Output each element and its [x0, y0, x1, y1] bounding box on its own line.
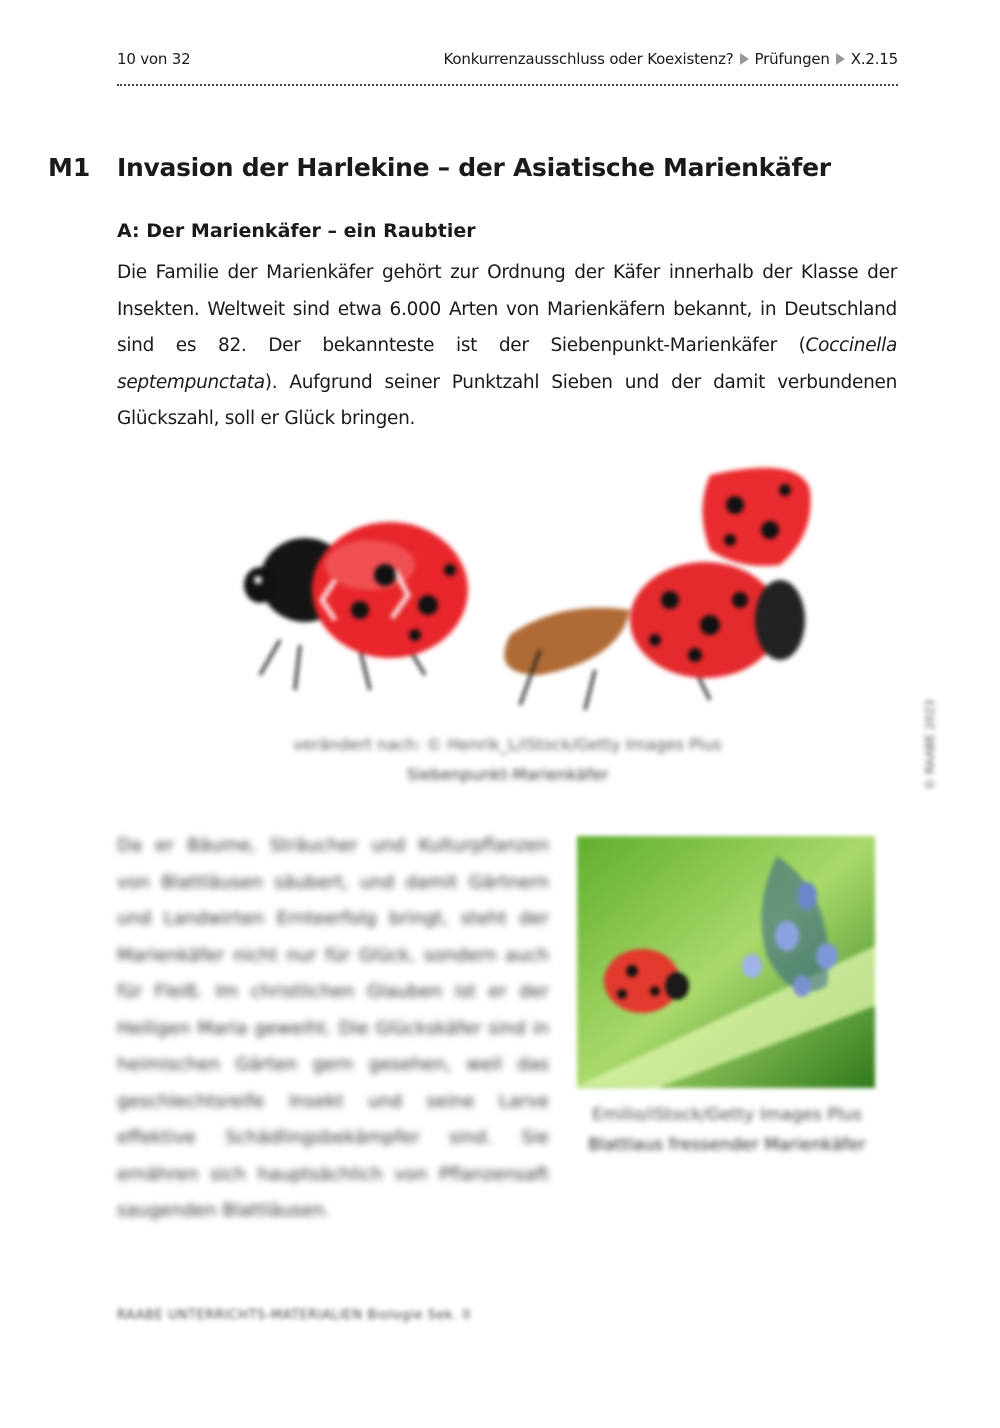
- species-name: Coccinella septempunctata: [117, 335, 897, 393]
- intro-text-1: Die Familie der Marienkäfer gehört zur Ordnung der Käfer innerhalb der Klasse der Insekten. Weltweit sind etwa 6.000 Arten von Marienkäfern bekannt, in Deutschland sind es 82. Der bekannteste ist der Siebenpunkt-Marienkäfer (: [117, 262, 897, 356]
- figure2-credit: Emilio/iStock/Getty Images Plus: [592, 1105, 862, 1125]
- triangle-right-icon: [740, 53, 749, 65]
- ladybug-figure: [240, 460, 820, 710]
- figure1-caption: [200, 730, 815, 790]
- figure2-title: Blattlaus fressender Marienkäfer: [588, 1135, 866, 1155]
- ladybug-aphid-photo: [577, 836, 875, 1088]
- page-footer: RAABE UNTERRICHTS-MATERIALIEN Biologie Sek. II: [117, 1308, 471, 1323]
- breadcrumb-code: X.2.15: [850, 50, 898, 68]
- intro-text-2: ). Aufgrund seiner Punktzahl Sieben und der damit verbundenen Glückszahl, soll er Glück bringen.: [117, 371, 897, 429]
- breadcrumb-title: Konkurrenzausschluss oder Koexistenz?: [443, 50, 734, 68]
- section-heading: A: Der Marienkäfer – ein Raubtier: [117, 220, 476, 242]
- figure1-credit: verändert nach: © Henrik_L/iStock/Getty Images Plus: [293, 735, 722, 754]
- breadcrumb-section: Prüfungen: [754, 50, 830, 68]
- material-label: M1: [48, 153, 91, 182]
- intro-paragraph: [117, 255, 897, 438]
- side-credit-text: © RAABE 2023: [923, 699, 937, 790]
- ladybug-left: [244, 522, 468, 690]
- ladybug-right-flying: [504, 468, 810, 710]
- figure1-title: Siebenpunkt-Marienkäfer: [406, 765, 609, 784]
- figure2-caption: [577, 1100, 877, 1160]
- page-number: 10 von 32: [117, 50, 191, 68]
- page-header: [117, 48, 898, 86]
- body-paragraph: Da er Bäume, Sträucher und Kulturpflanzen von Blattläusen säubert, und damit Gärtnern und Landwirten Ernteerfolg bringt, steht der Marienkäfer nicht nur für Glück, sondern auch für Fleiß. Im christlichen Glauben ist er der Heiligen Maria geweiht. Die Glückskäfer sind in heimischen Gärten gern gesehen, weil das geschlechtsreife Insekt und seine Larve effektive Schädlingsbekämpfer sind. Sie ernähren sich hauptsächlich von Pflanzensaft saugenden Blattläusen.: [117, 835, 549, 1221]
- triangle-right-icon: [836, 53, 845, 65]
- page-title: Invasion der Harlekine – der Asiatische Marienkäfer: [117, 153, 831, 182]
- ladybug-illustration: [240, 460, 820, 710]
- breadcrumb: [444, 50, 898, 68]
- ladybug-photo: [577, 836, 875, 1088]
- side-credit: [920, 690, 940, 790]
